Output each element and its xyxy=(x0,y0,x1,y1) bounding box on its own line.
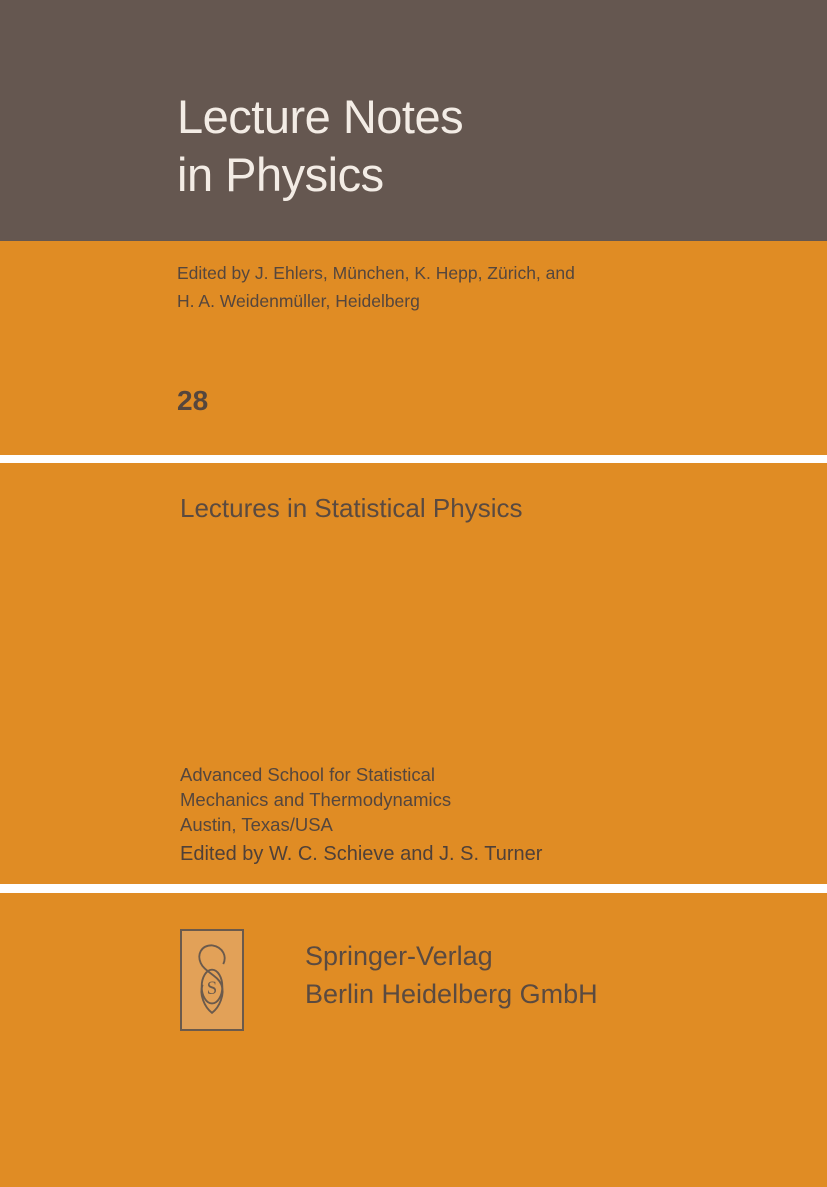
series-banner xyxy=(0,0,827,241)
publisher-line-2: Berlin Heidelberg GmbH xyxy=(305,979,598,1009)
series-title-line-1: Lecture Notes xyxy=(177,90,464,143)
publisher-name xyxy=(305,937,775,1013)
series-editors-line-1: Edited by J. Ehlers, München, K. Hepp, Zürich, and xyxy=(177,263,575,283)
conference-line-3: Austin, Texas/USA xyxy=(180,814,333,835)
publisher-line-1: Springer-Verlag xyxy=(305,941,493,971)
book-title: Lectures in Statistical Physics xyxy=(180,493,523,523)
divider-bottom xyxy=(0,884,827,893)
conference-line-1: Advanced School for Statistical xyxy=(180,764,436,785)
series-title xyxy=(177,88,737,204)
series-editors-line-2: H. A. Weidenmüller, Heidelberg xyxy=(177,291,420,311)
series-title-line-2: in Physics xyxy=(177,148,384,201)
divider-top xyxy=(0,455,827,463)
volume-number: 28 xyxy=(177,385,209,416)
conference-info xyxy=(180,762,780,837)
springer-logo-icon xyxy=(180,929,244,1031)
conference-line-2: Mechanics and Thermodynamics xyxy=(180,789,452,810)
book-editors: Edited by W. C. Schieve and J. S. Turner xyxy=(180,843,543,865)
svg-text:S: S xyxy=(206,978,218,1000)
series-editors xyxy=(177,259,777,315)
